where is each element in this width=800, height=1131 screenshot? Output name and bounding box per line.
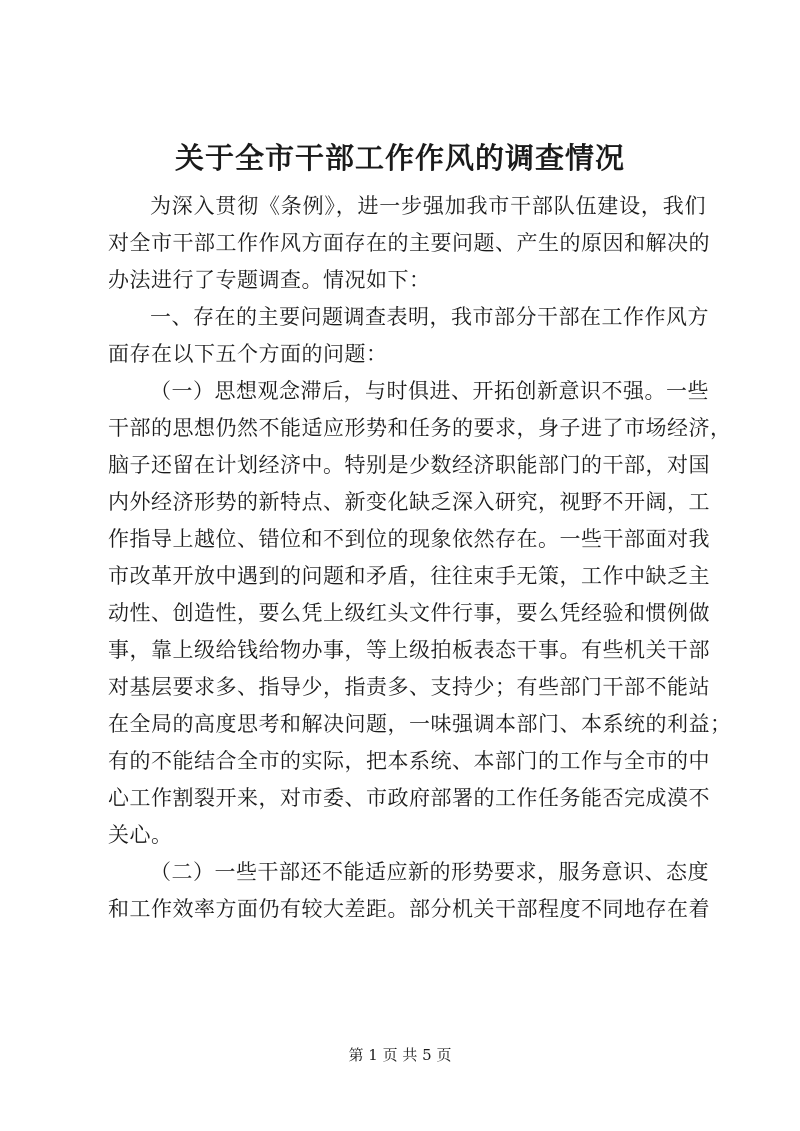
paragraph-line: 事，靠上级给钱给物办事，等上级拍板表态干事。有些机关干部 [108, 638, 710, 662]
page-number-footer: 第 1 页 共 5 页 [348, 1046, 452, 1064]
paragraph-line: 关心。 [108, 823, 173, 847]
document-body [108, 188, 732, 928]
paragraph-line: 作指导上越位、错位和不到位的现象依然存在。一些干部面对我 [108, 527, 710, 551]
paragraph-line: 在全局的高度思考和解决问题，一味强调本部门、本系统的利益； [108, 712, 732, 736]
paragraph-line: 心工作割裂开来，对市委、市政府部署的工作任务能否完成漠不 [108, 786, 710, 810]
paragraph-line: 办法进行了专题调查。情况如下： [108, 268, 431, 292]
paragraph-line: 对全市干部工作作风方面存在的主要问题、产生的原因和解决的 [108, 231, 710, 255]
paragraph-line: （一）思想观念滞后，与时俱进、开拓创新意识不强。一些 [150, 379, 709, 403]
paragraph-line: 内外经济形势的新特点、新变化缺乏深入研究，视野不开阔，工 [108, 490, 710, 514]
paragraph-line: 对基层要求多、指导少，指责多、支持少；有些部门干部不能站 [108, 675, 710, 699]
paragraph-line: 有的不能结合全市的实际，把本系统、本部门的工作与全市的中 [108, 749, 710, 773]
paragraph-line: 一、存在的主要问题调查表明，我市部分干部在工作作风方 [150, 305, 709, 329]
paragraph-line: （二）一些干部还不能适应新的形势要求，服务意识、态度 [150, 860, 709, 884]
paragraph-line: 干部的思想仍然不能适应形势和任务的要求，身子进了市场经济， [108, 416, 732, 440]
paragraph-line: 面存在以下五个方面的问题： [108, 342, 388, 366]
paragraph-line: 市改革开放中遇到的问题和矛盾，往往束手无策，工作中缺乏主 [108, 564, 710, 588]
paragraph-line: 和工作效率方面仍有较大差距。部分机关干部程度不同地存在着 [108, 897, 710, 921]
paragraph-line: 脑子还留在计划经济中。特别是少数经济职能部门的干部，对国 [108, 453, 710, 477]
paragraph-line: 动性、创造性，要么凭上级红头文件行事，要么凭经验和惯例做 [108, 601, 710, 625]
paragraph-line: 为深入贯彻《条例》，进一步强加我市干部队伍建设，我们 [150, 194, 706, 218]
document-title: 关于全市干部工作作风的调查情况 [174, 141, 625, 175]
